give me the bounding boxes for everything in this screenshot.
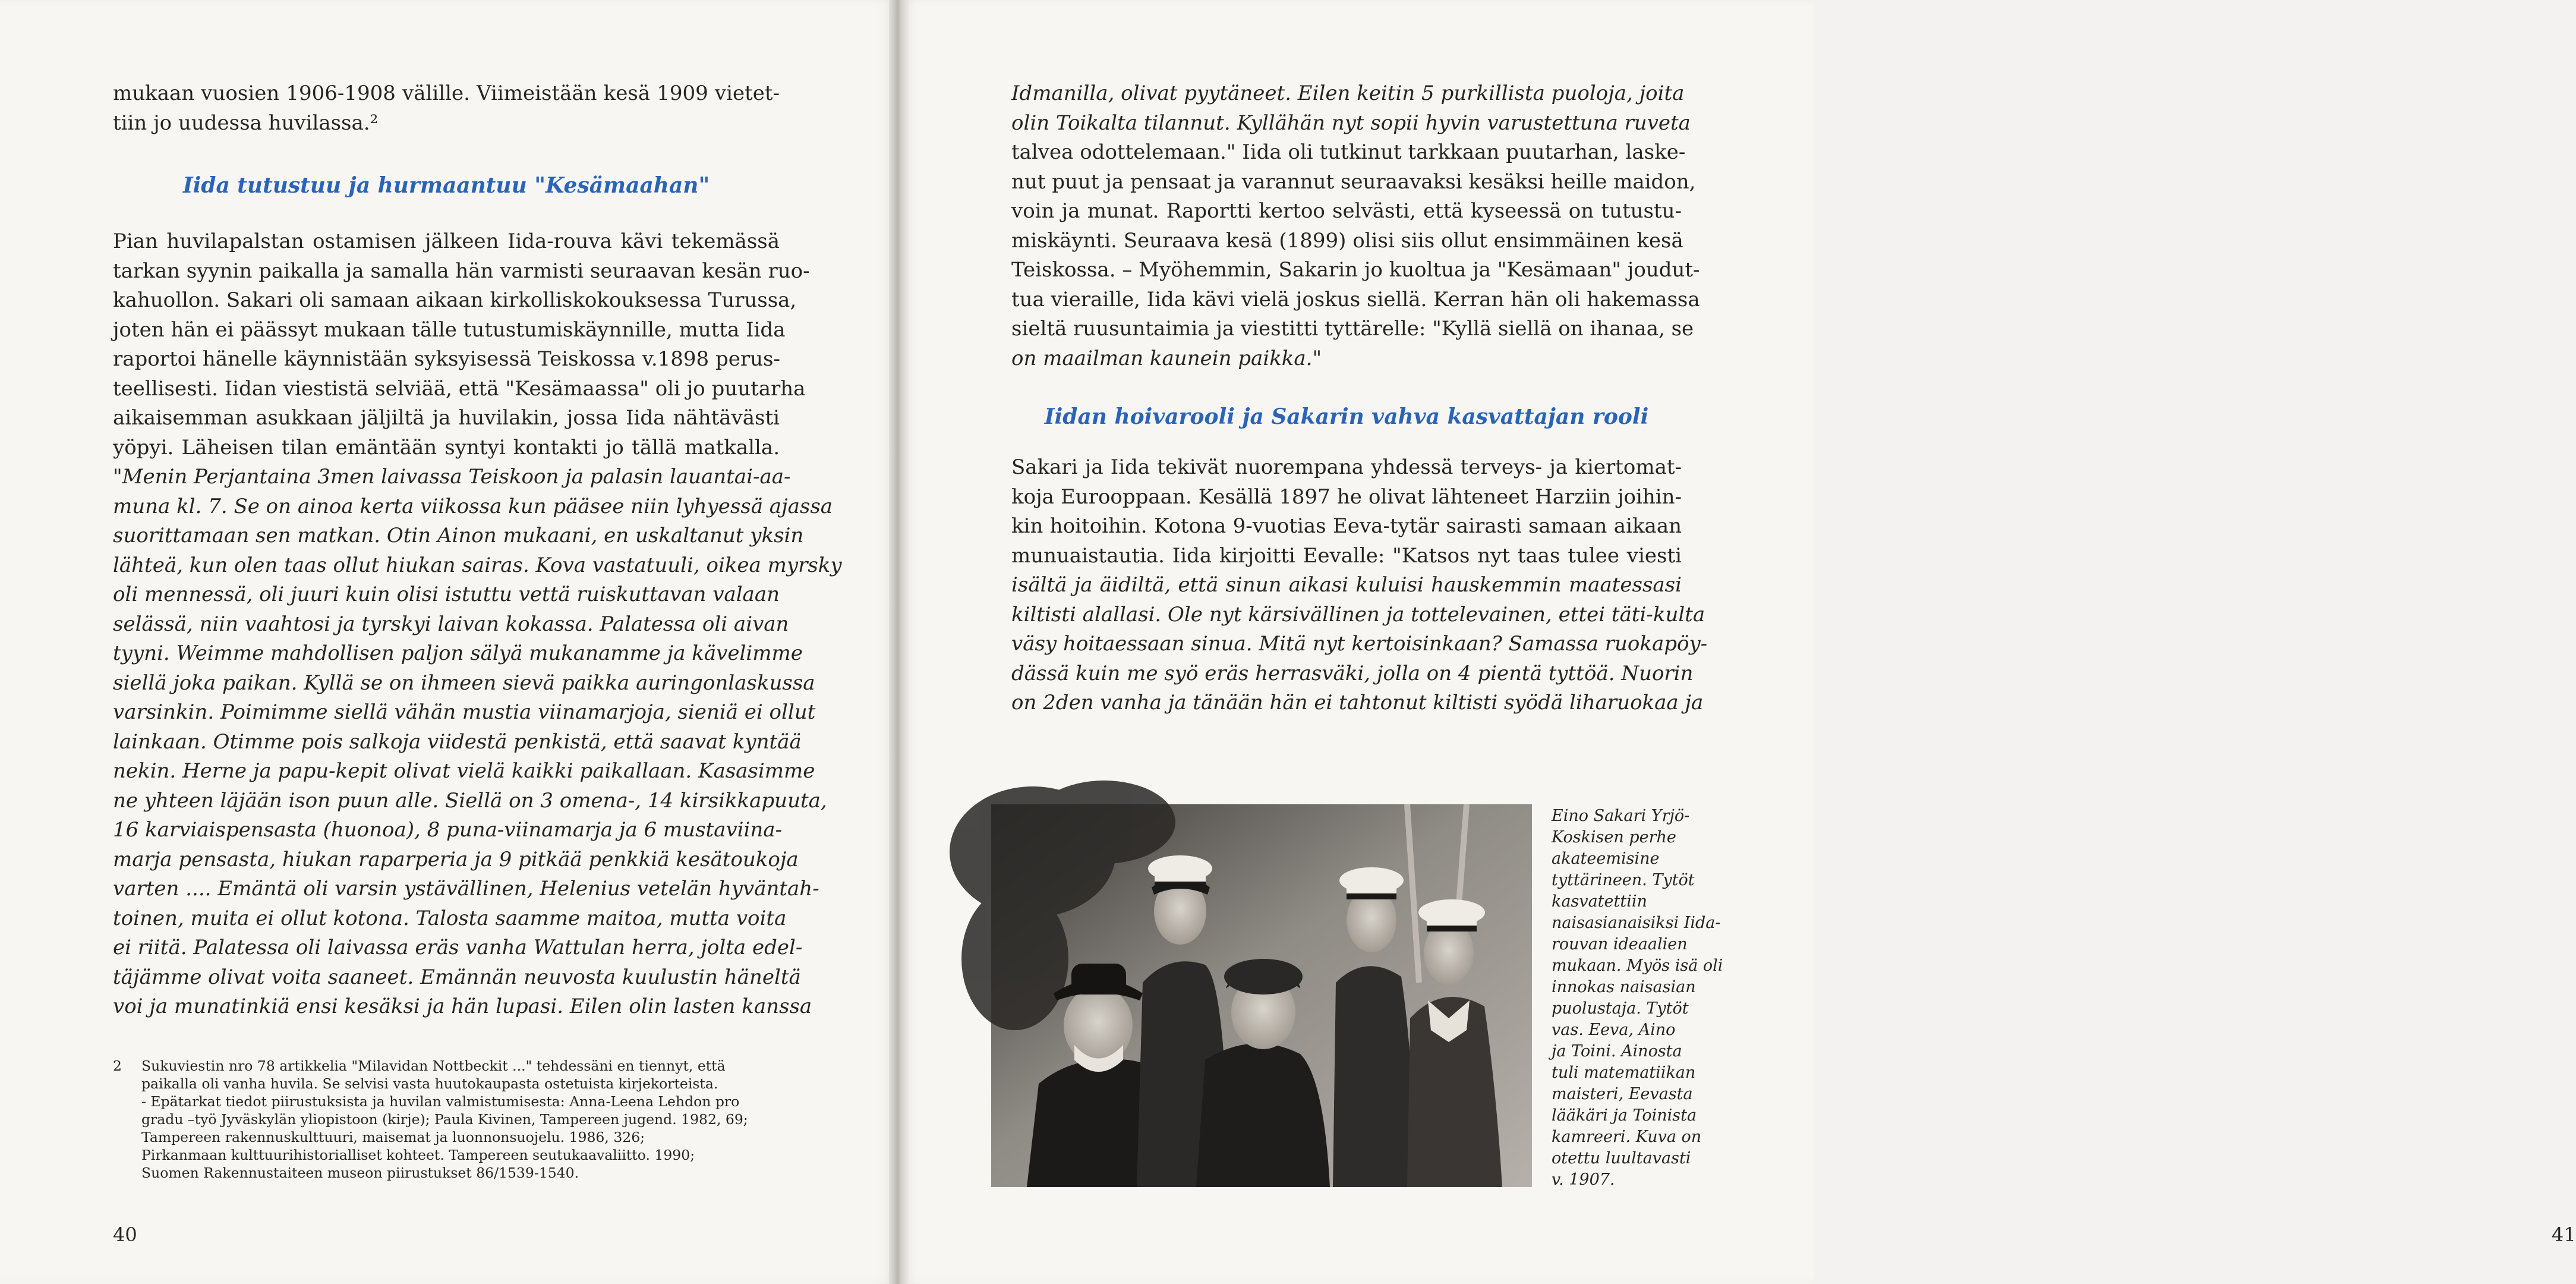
- right-text-column: [1011, 79, 1708, 718]
- body-line: koja Eurooppaan. Kesällä 1897 he olivat lähteneet Harziin joihin-: [1011, 484, 1682, 509]
- quote-line: suorittamaan sen matkan. Otin Ainon mukaani, en uskaltanut yksin: [113, 524, 804, 547]
- footnote-line: Pirkanmaan kulttuurihistorialliset kohteet. Tampereen seutukaavaliitto. 1990;: [141, 1147, 695, 1163]
- footnote-line: Tampereen rakennuskulttuuri, maisemat ja luonnonsuojelu. 1986, 326;: [141, 1129, 645, 1145]
- footnote-number: 2: [113, 1058, 122, 1074]
- body-line: tarkan syynin paikalla ja samalla hän varmisti seuraavan kesän ruo-: [113, 259, 810, 283]
- footnote-line: Suomen Rakennustaiteen museon piirustukset 86/1539-1540.: [141, 1165, 579, 1181]
- body-line: Pian huvilapalstan ostamisen jälkeen Iida-rouva kävi tekemässä: [113, 229, 780, 253]
- body-line: munuaistautia. Iida kirjoitti Eevalle: "Katsos nyt taas tulee viesti: [1011, 543, 1682, 568]
- body-line: dässä kuin me syö eräs herrasväki, jolla on 4 pientä tyttöä. Nuorin: [1011, 661, 1694, 685]
- caption-line: ja Toini. Ainosta: [1552, 1042, 1682, 1060]
- caption-line: tuli matematiikan: [1552, 1063, 1696, 1082]
- quote-line: siellä joka paikan. Kyllä se on ihmeen sievä paikka auringonlaskussa: [113, 671, 815, 695]
- body-line: on 2den vanha ja tänään hän ei tahtonut kiltisti syödä liharuokaa ja: [1011, 691, 1704, 715]
- right-top-paragraph: [1011, 79, 1700, 373]
- body-line: nut puut ja pensaat ja varannut seuraavaksi kesäksi heille maidon,: [1011, 169, 1696, 194]
- quote-line: marja pensasta, hiukan raparperia ja 9 pitkää penkkiä kesätoukoja: [113, 847, 799, 871]
- quote-line: oli mennessä, oli juuri kuin olisi istuttu vettä ruiskuttavan valaan: [113, 583, 780, 606]
- caption-line: puolustaja. Tytöt: [1552, 999, 1689, 1018]
- caption-line: kasvatettiin: [1552, 892, 1647, 911]
- family-photo-image: [991, 804, 1532, 1187]
- quote-line: varsinkin. Poimimme siellä vähän mustia viinamarjoja, sieniä ei ollut: [113, 700, 816, 724]
- caption-line: akateemisine: [1552, 849, 1660, 868]
- caption-line: rouvan ideaalien: [1552, 935, 1688, 953]
- caption-line: maisteri, Eevasta: [1552, 1085, 1693, 1103]
- intro-line: tiin jo uudessa huvilassa.²: [113, 111, 379, 135]
- quote-line: tyyni. Weimme mahdollisen paljon sälyä mukanamme ja kävelimme: [113, 641, 803, 665]
- quote-line: ne yhteen läjään ison puun alle. Siellä on 3 omena-, 14 kirsikkapuuta,: [113, 788, 827, 813]
- quote-line: voi ja munatinkiä ensi kesäksi ja hän lupasi. Eilen olin lasten kanssa: [113, 995, 812, 1018]
- caption-line: otettu luultavasti: [1552, 1149, 1691, 1167]
- quote-line: lähteä, kun olen taas ollut hiukan sairas. Kova vastatuuli, oikea myrsky: [113, 553, 842, 577]
- body-line: teellisesti. Iidan viestistä selviää, että "Kesämaassa" oli jo puutarha: [113, 376, 806, 401]
- section-heading-right: Iidan hoivarooli ja Sakarin vahva kasvattajan rooli: [1044, 404, 1649, 429]
- body-line: joten hän ei päässyt mukaan tälle tutustumiskäynnille, mutta Iida: [113, 317, 786, 342]
- caption-line: kamreeri. Kuva on: [1552, 1128, 1702, 1146]
- page-number-right: 41: [2552, 1223, 2576, 1246]
- footnote-line: - Epätarkat tiedot piirustuksista ja huvilan valmistumisesta: Anna-Leena Lehdon pro: [141, 1093, 740, 1110]
- caption-line: innokas naisasian: [1552, 978, 1696, 996]
- section-heading-left: Iida tutustuu ja hurmaantuu "Kesämaahan": [182, 173, 710, 198]
- page-number-left: 40: [113, 1223, 137, 1246]
- footnote-text: [141, 1057, 778, 1182]
- quote-line: varten .... Emäntä oli varsin ystävällinen, Helenius vetelän hyväntah-: [113, 877, 819, 901]
- body-line: kiltisti alallasi. Ole nyt kärsivällinen ja tottelevainen, ettei täti-kulta: [1011, 602, 1705, 627]
- quote-line: toinen, muita ei ollut kotona. Talosta saamme maitoa, mutta voita: [113, 906, 787, 930]
- quote-line: muna kl. 7. Se on ainoa kerta viikossa kun pääsee niin lyhyessä ajassa: [113, 494, 833, 518]
- body-line: voin ja munat. Raportti kertoo selvästi, että kyseessä on tutustu-: [1011, 199, 1682, 223]
- right-body-paragraph: [1011, 453, 1708, 718]
- caption-line: mukaan. Myös isä oli: [1552, 956, 1723, 975]
- body-line: talvea odottelemaan." Iida oli tutkinut tarkkaan puutarhan, laske-: [1011, 140, 1686, 164]
- caption-line: tyttärineen. Tytöt: [1552, 871, 1695, 889]
- body-line: Idmanilla, olivat pyytäneet. Eilen keitin 5 purkillista puoloja, joita: [1011, 81, 1685, 105]
- caption-line: vas. Eeva, Aino: [1552, 1021, 1676, 1039]
- body-line: olin Toikalta tilannut. Kyllähän nyt sopii hyvin varustettuna ruveta: [1011, 111, 1691, 135]
- body-line: väsy hoitaessaan sinua. Mitä nyt kertoisinkaan? Samassa ruokapöy-: [1011, 632, 1708, 656]
- family-photograph: [991, 804, 1532, 1187]
- footnote: [113, 1057, 778, 1182]
- footnote-line: gradu –työ Jyväskylän yliopistoon (kirje); Paula Kivinen, Tampereen jugend. 1982, 69;: [141, 1111, 748, 1128]
- body-line: kahuollon. Sakari oli samaan aikaan kirkolliskokouksessa Turussa,: [113, 288, 797, 312]
- body-line: aikaisemman asukkaan jäljiltä ja huvilakin, jossa Iida nähtävästi: [113, 406, 780, 430]
- quote-line: nekin. Herne ja papu-kepit olivat vielä kaikki paikallaan. Kasasimme: [113, 759, 815, 783]
- body-line: on maailman kaunein paikka.": [1011, 346, 1322, 370]
- quote-line: lainkaan. Otimme pois salkoja viidestä penkistä, että saavat kyntää: [113, 729, 802, 754]
- left-quote-paragraph: [113, 462, 842, 1022]
- body-line: sieltä ruusuntaimia ja viestitti tyttärelle: "Kyllä siellä on ihanaa, se: [1011, 317, 1694, 341]
- quote-line: 16 karviaispensasta (huonoa), 8 puna-viinamarja ja 6 mustaviina-: [113, 818, 783, 842]
- footnote-line: paikalla oli vanha huvila. Se selvisi vasta huutokaupasta ostetuista kirjekorteista.: [141, 1075, 718, 1092]
- quote-line: "Menin Perjantaina 3men laivassa Teiskoon ja palasin lauantai-aa-: [113, 465, 791, 489]
- body-line: raportoi hänelle käynnistään syksyisessä Teiskossa v.1898 perus-: [113, 347, 780, 371]
- left-text-column: [113, 79, 842, 1022]
- book-gutter: [889, 0, 909, 1284]
- body-line: yöpyi. Läheisen tilan emäntään syntyi kontakti jo tällä matkalla.: [113, 435, 780, 460]
- footnote-line: Sukuviestin nro 78 artikkelia "Milavidan Nottbeckit ..." tehdessäni en tiennyt, että: [141, 1058, 726, 1074]
- photo-caption: [1552, 805, 1742, 1191]
- intro-line: mukaan vuosien 1906-1908 välille. Viimeistään kesä 1909 vietet-: [113, 81, 780, 105]
- quote-line: ei riitä. Palatessa oli laivassa eräs vanha Wattulan herra, jolta edel-: [113, 936, 803, 959]
- caption-line: v. 1907.: [1552, 1170, 1615, 1189]
- body-line: miskäynti. Seuraava kesä (1899) olisi siis ollut ensimmäinen kesä: [1011, 228, 1683, 253]
- quote-line: selässä, niin vaahtosi ja tyrskyi laivan kokassa. Palatessa oli aivan: [113, 612, 789, 636]
- caption-line: Eino Sakari Yrjö-: [1552, 807, 1690, 825]
- body-line: tua vieraille, Iida kävi vielä joskus siellä. Kerran hän oli hakemassa: [1011, 287, 1700, 311]
- left-page: [0, 0, 898, 1284]
- body-line: Teiskossa. – Myöhemmin, Sakarin jo kuoltua ja "Kesämaan" joudut-: [1011, 258, 1700, 282]
- body-line: Sakari ja Iida tekivät nuorempana yhdessä terveys- ja kiertomat-: [1011, 455, 1682, 479]
- caption-line: Koskisen perhe: [1552, 828, 1676, 846]
- body-line: isältä ja äidiltä, että sinun aikasi kuluisi hauskemmin maatessasi: [1011, 573, 1682, 597]
- quote-line: täjämme olivat voita saaneet. Emännän neuvosta kuulustin häneltä: [113, 965, 801, 989]
- left-body-paragraph: [113, 227, 810, 462]
- caption-line: naisasianaisiksi Iida-: [1552, 914, 1721, 932]
- caption-line: lääkäri ja Toinista: [1552, 1106, 1697, 1125]
- body-line: kin hoitoihin. Kotona 9-vuotias Eeva-tytär sairasti samaan aikaan: [1011, 514, 1682, 538]
